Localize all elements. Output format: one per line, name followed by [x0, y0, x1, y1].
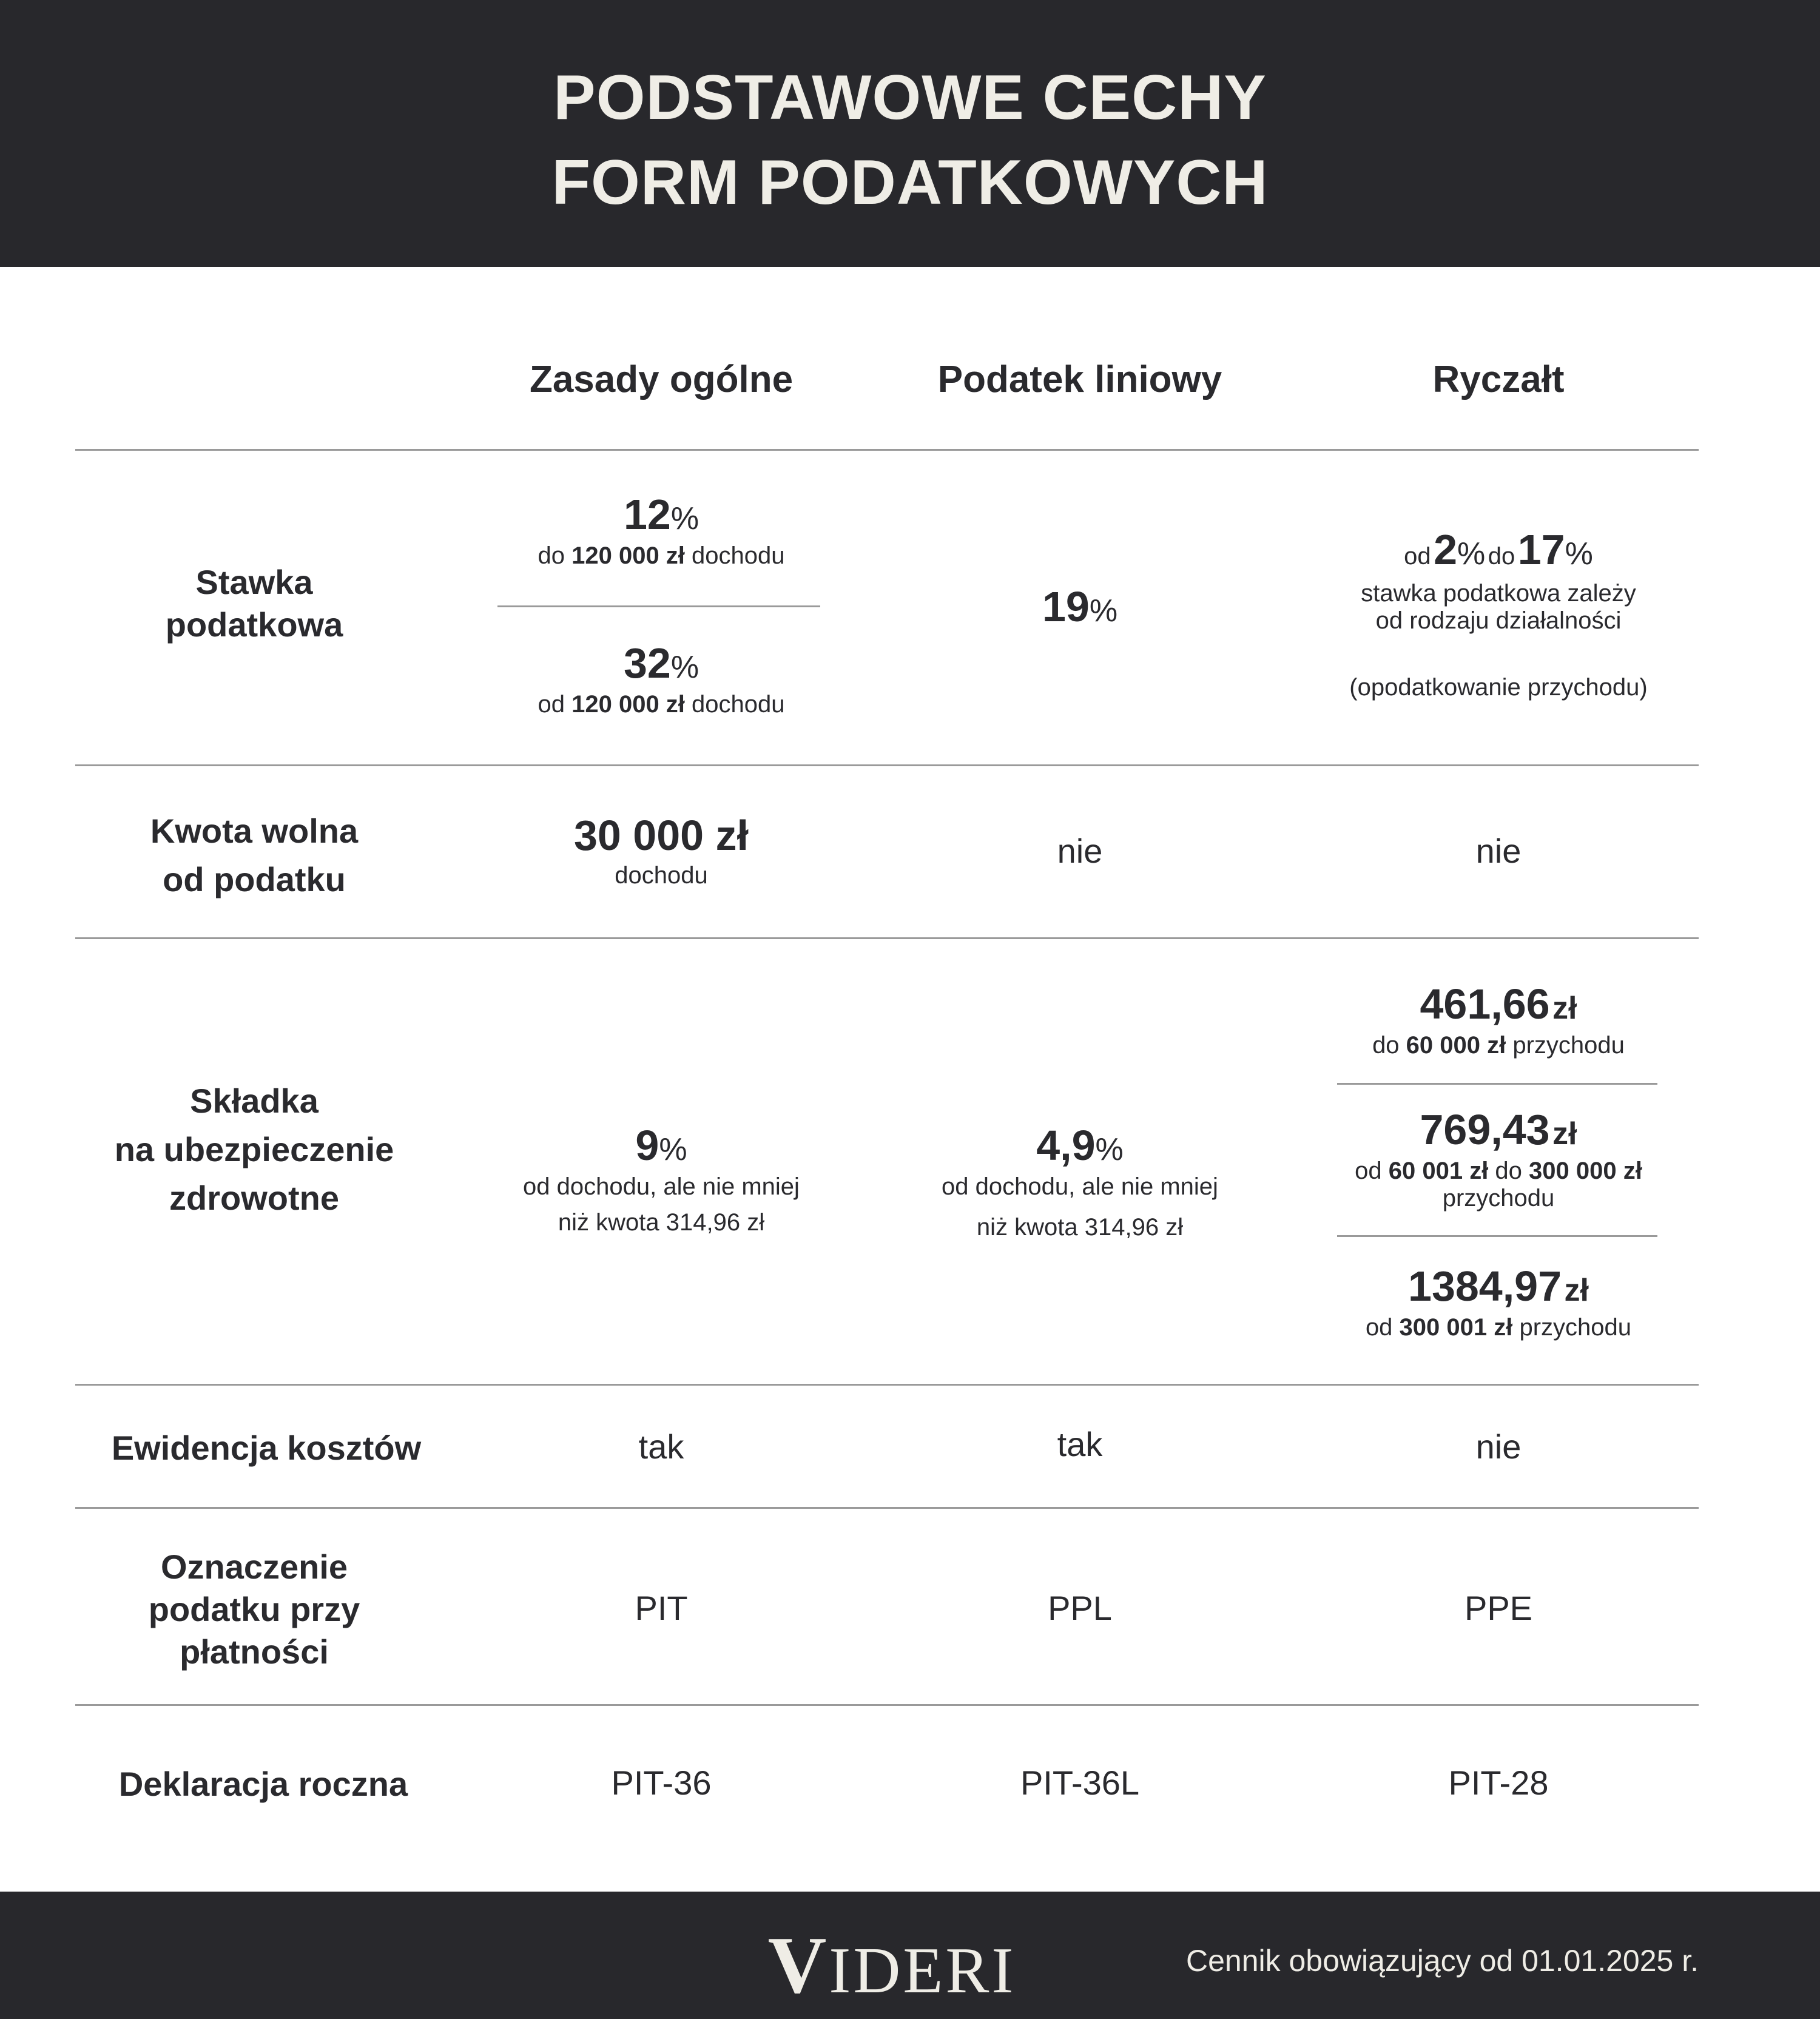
tier-divider	[1337, 1235, 1657, 1237]
row-label-skladka	[75, 1077, 433, 1222]
rate-unit: %	[670, 501, 699, 536]
note-text: stawka podatkowa zależy	[1361, 580, 1636, 607]
zasady-tier2	[479, 639, 843, 718]
text: przychodu	[1442, 1185, 1555, 1212]
ryczalt-kwota: nie	[1475, 832, 1522, 870]
rate-unit: %	[1095, 1132, 1124, 1167]
tier-divider	[497, 605, 820, 607]
row-label-line: podatkowa	[165, 605, 343, 644]
row-label-line: od podatku	[163, 860, 346, 898]
amount: 120 000 zł	[571, 542, 685, 569]
row-label-line: Oznaczenie	[160, 1548, 348, 1586]
page-title-line1: PODSTAWOWE CECHY	[553, 62, 1267, 133]
text: od	[1365, 1314, 1400, 1341]
rate-unit: %	[670, 650, 699, 685]
amount-unit: zł	[1552, 991, 1577, 1026]
liniowy-skladka	[898, 1121, 1262, 1241]
note-text: niż kwota 314,96 zł	[558, 1209, 765, 1236]
liniowy-kwota: nie	[1057, 832, 1103, 870]
note-text: niż kwota 314,96 zł	[976, 1214, 1184, 1241]
amount-value: 461,66	[1420, 980, 1550, 1028]
text: od	[1355, 1158, 1389, 1184]
rate-unit: %	[1457, 536, 1486, 571]
amount-value: 30 000 zł	[574, 812, 749, 859]
price-list-validity: Cennik obowiązujący od 01.01.2025 r.	[1185, 1944, 1699, 1978]
row-divider	[75, 1507, 1699, 1509]
row-divider	[75, 937, 1699, 939]
text: przychodu	[1512, 1314, 1632, 1341]
rate-value: 12	[623, 491, 671, 538]
amount: 300 000 zł	[1529, 1158, 1642, 1184]
text: do	[1372, 1032, 1406, 1059]
amount-unit: zł	[1564, 1273, 1589, 1308]
row-label-line: zdrowotne	[169, 1179, 339, 1217]
ryczalt-skladka-tier2	[1316, 1105, 1680, 1212]
row-divider	[75, 764, 1699, 766]
row-divider	[75, 1384, 1699, 1386]
header-banner	[0, 0, 1820, 267]
ryczalt-skladka-tier1	[1316, 980, 1680, 1059]
zasady-tier1	[479, 490, 843, 570]
rate-value: 2	[1434, 526, 1458, 573]
text: od	[1404, 543, 1431, 570]
ryczalt-oznaczenie: PPE	[1464, 1589, 1533, 1627]
note-text: od dochodu, ale nie mniej	[942, 1173, 1218, 1200]
column-header-zasady: Zasady ogólne	[529, 359, 794, 400]
rate-value: 32	[623, 639, 671, 687]
amount-unit: zł	[1552, 1116, 1577, 1151]
text: dochodu	[684, 542, 785, 569]
text: do	[538, 542, 572, 569]
liniowy-ewidencja: tak	[1057, 1425, 1103, 1463]
row-divider	[75, 449, 1699, 451]
rate-unit: %	[1565, 536, 1593, 571]
zasady-kwota	[479, 811, 843, 889]
brand-logo	[764, 1918, 1019, 2012]
zasady-oznaczenie: PIT	[635, 1589, 688, 1627]
text: do	[1488, 1158, 1529, 1184]
amount: 60 001 zł	[1388, 1158, 1489, 1184]
zasady-deklaracja: PIT-36	[611, 1764, 712, 1802]
row-label-ewidencja: Ewidencja kosztów	[111, 1429, 422, 1467]
liniowy-rate	[898, 582, 1262, 631]
amount: 120 000 zł	[571, 691, 685, 718]
rate-value: 9	[635, 1122, 659, 1169]
row-label-line: podatku przy	[148, 1590, 360, 1628]
amount: 60 000 zł	[1406, 1032, 1506, 1059]
page-title-line2: FORM PODATKOWYCH	[551, 147, 1269, 218]
logo-text: IDERI	[829, 1935, 1016, 2007]
rate-value: 4,9	[1036, 1122, 1096, 1169]
note-text: od rodzaju działalności	[1375, 607, 1622, 634]
row-label-line: Składka	[190, 1082, 318, 1120]
note-text: od dochodu, ale nie mniej	[523, 1173, 800, 1200]
zasady-ewidencja: tak	[638, 1427, 684, 1466]
column-header-ryczalt: Ryczałt	[1432, 359, 1565, 400]
row-label-line: na ubezpieczenie	[114, 1130, 394, 1168]
liniowy-oznaczenie: PPL	[1048, 1589, 1112, 1627]
ryczalt-deklaracja: PIT-28	[1448, 1764, 1549, 1802]
ryczalt-skladka-tier3	[1316, 1262, 1680, 1341]
text: dochodu	[684, 691, 785, 718]
row-label-line: Stawka	[195, 563, 313, 601]
tier-divider	[1337, 1083, 1657, 1085]
footer-banner	[0, 1892, 1820, 2019]
column-header-liniowy: Podatek liniowy	[937, 359, 1222, 400]
amount: 300 001 zł	[1399, 1314, 1513, 1341]
text: od	[538, 691, 572, 718]
row-label-line: płatności	[180, 1633, 329, 1671]
rate-unit: %	[659, 1132, 687, 1167]
ryczalt-rate	[1316, 525, 1680, 701]
text: przychodu	[1506, 1032, 1625, 1059]
row-label-stawka	[75, 561, 433, 646]
rate-value: 17	[1517, 526, 1565, 573]
amount-sub: dochodu	[615, 862, 708, 889]
logo-initial: V	[767, 1920, 829, 2010]
row-label-kwota	[75, 807, 433, 904]
rate-value: 19	[1042, 583, 1090, 630]
rate-unit: %	[1089, 593, 1118, 629]
row-label-line: Kwota wolna	[150, 812, 359, 850]
amount-value: 769,43	[1420, 1106, 1550, 1153]
liniowy-deklaracja: PIT-36L	[1020, 1764, 1140, 1802]
text: do	[1488, 543, 1515, 570]
amount-value: 1384,97	[1408, 1262, 1562, 1310]
row-divider	[75, 1704, 1699, 1706]
row-label-oznaczenie	[75, 1546, 433, 1673]
row-label-deklaracja: Deklaracja roczna	[118, 1765, 408, 1803]
zasady-skladka	[479, 1121, 843, 1236]
note-text: (opodatkowanie przychodu)	[1349, 674, 1648, 701]
ryczalt-ewidencja: nie	[1475, 1427, 1522, 1466]
